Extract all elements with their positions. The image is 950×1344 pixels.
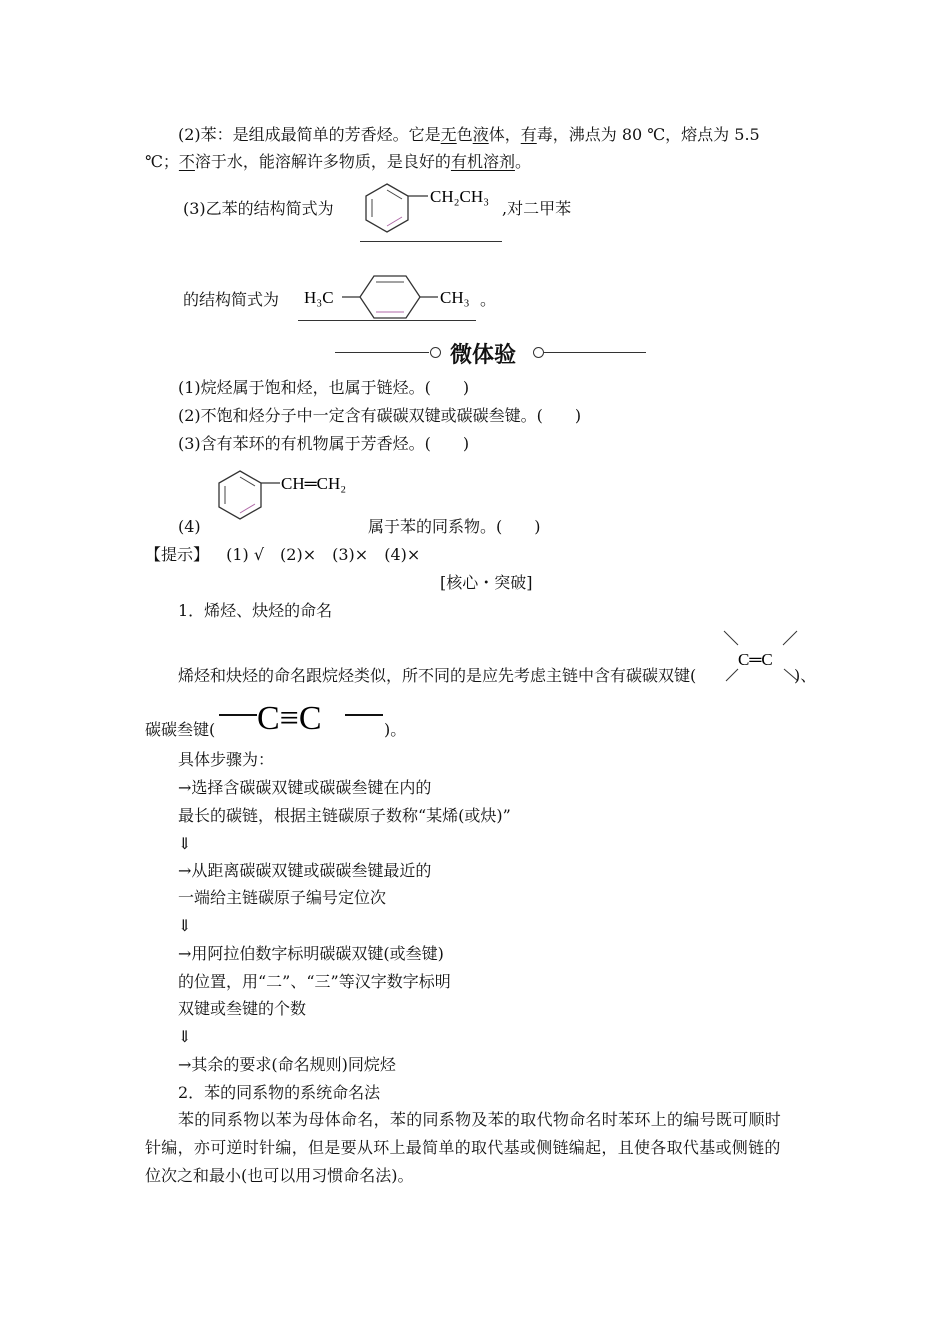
question-4-label: (4) xyxy=(178,517,201,536)
hint-answers: (1) √ (2)× (3)× (4)× xyxy=(226,545,421,564)
answer-underline xyxy=(298,320,476,321)
question-4-text: 属于苯的同系物。( ) xyxy=(368,517,541,536)
hint-label: 【提示】 xyxy=(145,545,210,564)
s2-paragraph-line: 针编，亦可逆时针编，但是要从环上最简单的取代基或侧链编起，且使各取代基或侧链的 xyxy=(145,1138,781,1157)
step-line: →用阿拉伯数字标明碳碳双键(或叁键) xyxy=(178,944,444,963)
methyl-left-label: H₃C xyxy=(304,288,334,307)
step-line: 双键或叁键的个数 xyxy=(178,999,307,1018)
step-arrow: ⇓ xyxy=(178,1027,192,1046)
section-1-title: 1．烯烃、炔烃的命名 xyxy=(178,601,333,620)
section-title-micro: 微体验 xyxy=(450,343,517,368)
s1-paragraph-2-start: 碳碳叁键( xyxy=(145,720,216,739)
methyl-right-label: CH₃ xyxy=(440,288,470,307)
ethyl-group-label: CH₂CH₃ xyxy=(430,187,490,206)
step-line: 一端给主链碳原子编号定位次 xyxy=(178,888,387,907)
double-bond-label: C═C xyxy=(738,650,773,669)
step-line: →从距离碳碳双键或碳碳叁键最近的 xyxy=(178,861,432,880)
ethylbenzene-suffix: ,对二甲苯 xyxy=(502,199,572,218)
step-arrow: ⇓ xyxy=(178,834,192,853)
step-line: →其余的要求(命名规则)同烷烃 xyxy=(178,1055,396,1074)
question-2: (2)不饱和烃分子中一定含有碳碳双键或碳碳叁键。( ) xyxy=(178,406,582,425)
answer-underline xyxy=(360,241,502,242)
answer-blank: 无 xyxy=(440,125,457,144)
pxylene-prefix: 的结构简式为 xyxy=(183,290,280,309)
section-rule-left xyxy=(335,352,429,353)
triple-bond-structure xyxy=(217,697,387,739)
s1-paragraph-1: 烯烃和炔烃的命名跟烷烃类似，所不同的是应先考虑主链中含有碳碳双键( xyxy=(178,666,697,685)
answer-blank: 有 xyxy=(520,125,537,144)
section-2-title: 2．苯的同系物的系统命名法 xyxy=(178,1083,381,1102)
text-segment: 。 xyxy=(514,152,531,171)
triple-bond-label: C≡C xyxy=(257,700,322,737)
step-line: 的位置，用“二”、“三”等汉字数字标明 xyxy=(178,972,451,991)
text-segment: (2)苯：是组成最简单的芳香烃。它是 xyxy=(178,125,441,144)
pxylene-suffix: 。 xyxy=(480,290,497,309)
answer-blank: 液 xyxy=(472,125,489,144)
question-1: (1)烷烃属于饱和烃，也属于链烃。( ) xyxy=(178,378,470,397)
ethylbenzene-prefix: (3)乙苯的结构简式为 xyxy=(183,199,334,218)
s2-paragraph-line: 位次之和最小(也可以用习惯命名法)。 xyxy=(145,1166,414,1185)
text-segment: 毒，沸点为 80 ℃，熔点为 5.5 xyxy=(536,125,760,144)
core-title: [核心・突破] xyxy=(440,573,533,592)
step-arrow: ⇓ xyxy=(178,916,192,935)
s1-paragraph-2-end: )。 xyxy=(384,720,407,739)
text-segment: 色 xyxy=(456,125,473,144)
answer-blank: 有机溶剂 xyxy=(450,152,515,171)
section-rule-dot xyxy=(430,347,441,358)
styrene-structure xyxy=(212,466,372,530)
s2-paragraph-line: 苯的同系物以苯为母体命名，苯的同系物及苯的取代物命名时苯环上的编号既可顺时 xyxy=(178,1110,782,1129)
text-segment: 溶于水，能溶解许多物质，是良好的 xyxy=(194,152,451,171)
text-segment: 体， xyxy=(488,125,521,144)
section-rule-right xyxy=(544,352,646,353)
s1-paragraph-1-end: )、 xyxy=(794,666,817,685)
section-rule-dot xyxy=(533,347,544,358)
ethylbenzene-structure xyxy=(362,176,507,248)
hint xyxy=(145,545,420,565)
step-line: 最长的碳链，根据主链碳原子数称“某烯(或炔)” xyxy=(178,806,511,825)
pxylene-structure xyxy=(300,268,480,324)
intro-line-2 xyxy=(145,152,531,172)
intro-line-1 xyxy=(178,125,760,145)
answer-blank: 不 xyxy=(178,152,195,171)
question-3: (3)含有苯环的有机物属于芳香烃。( ) xyxy=(178,434,470,453)
vinyl-group-label: CH═CH₂ xyxy=(281,474,347,493)
step-line: →选择含碳碳双键或碳碳叁键在内的 xyxy=(178,778,432,797)
double-bond-structure xyxy=(722,627,802,687)
text-segment: ℃； xyxy=(145,152,179,171)
steps-title: 具体步骤为： xyxy=(178,750,275,769)
